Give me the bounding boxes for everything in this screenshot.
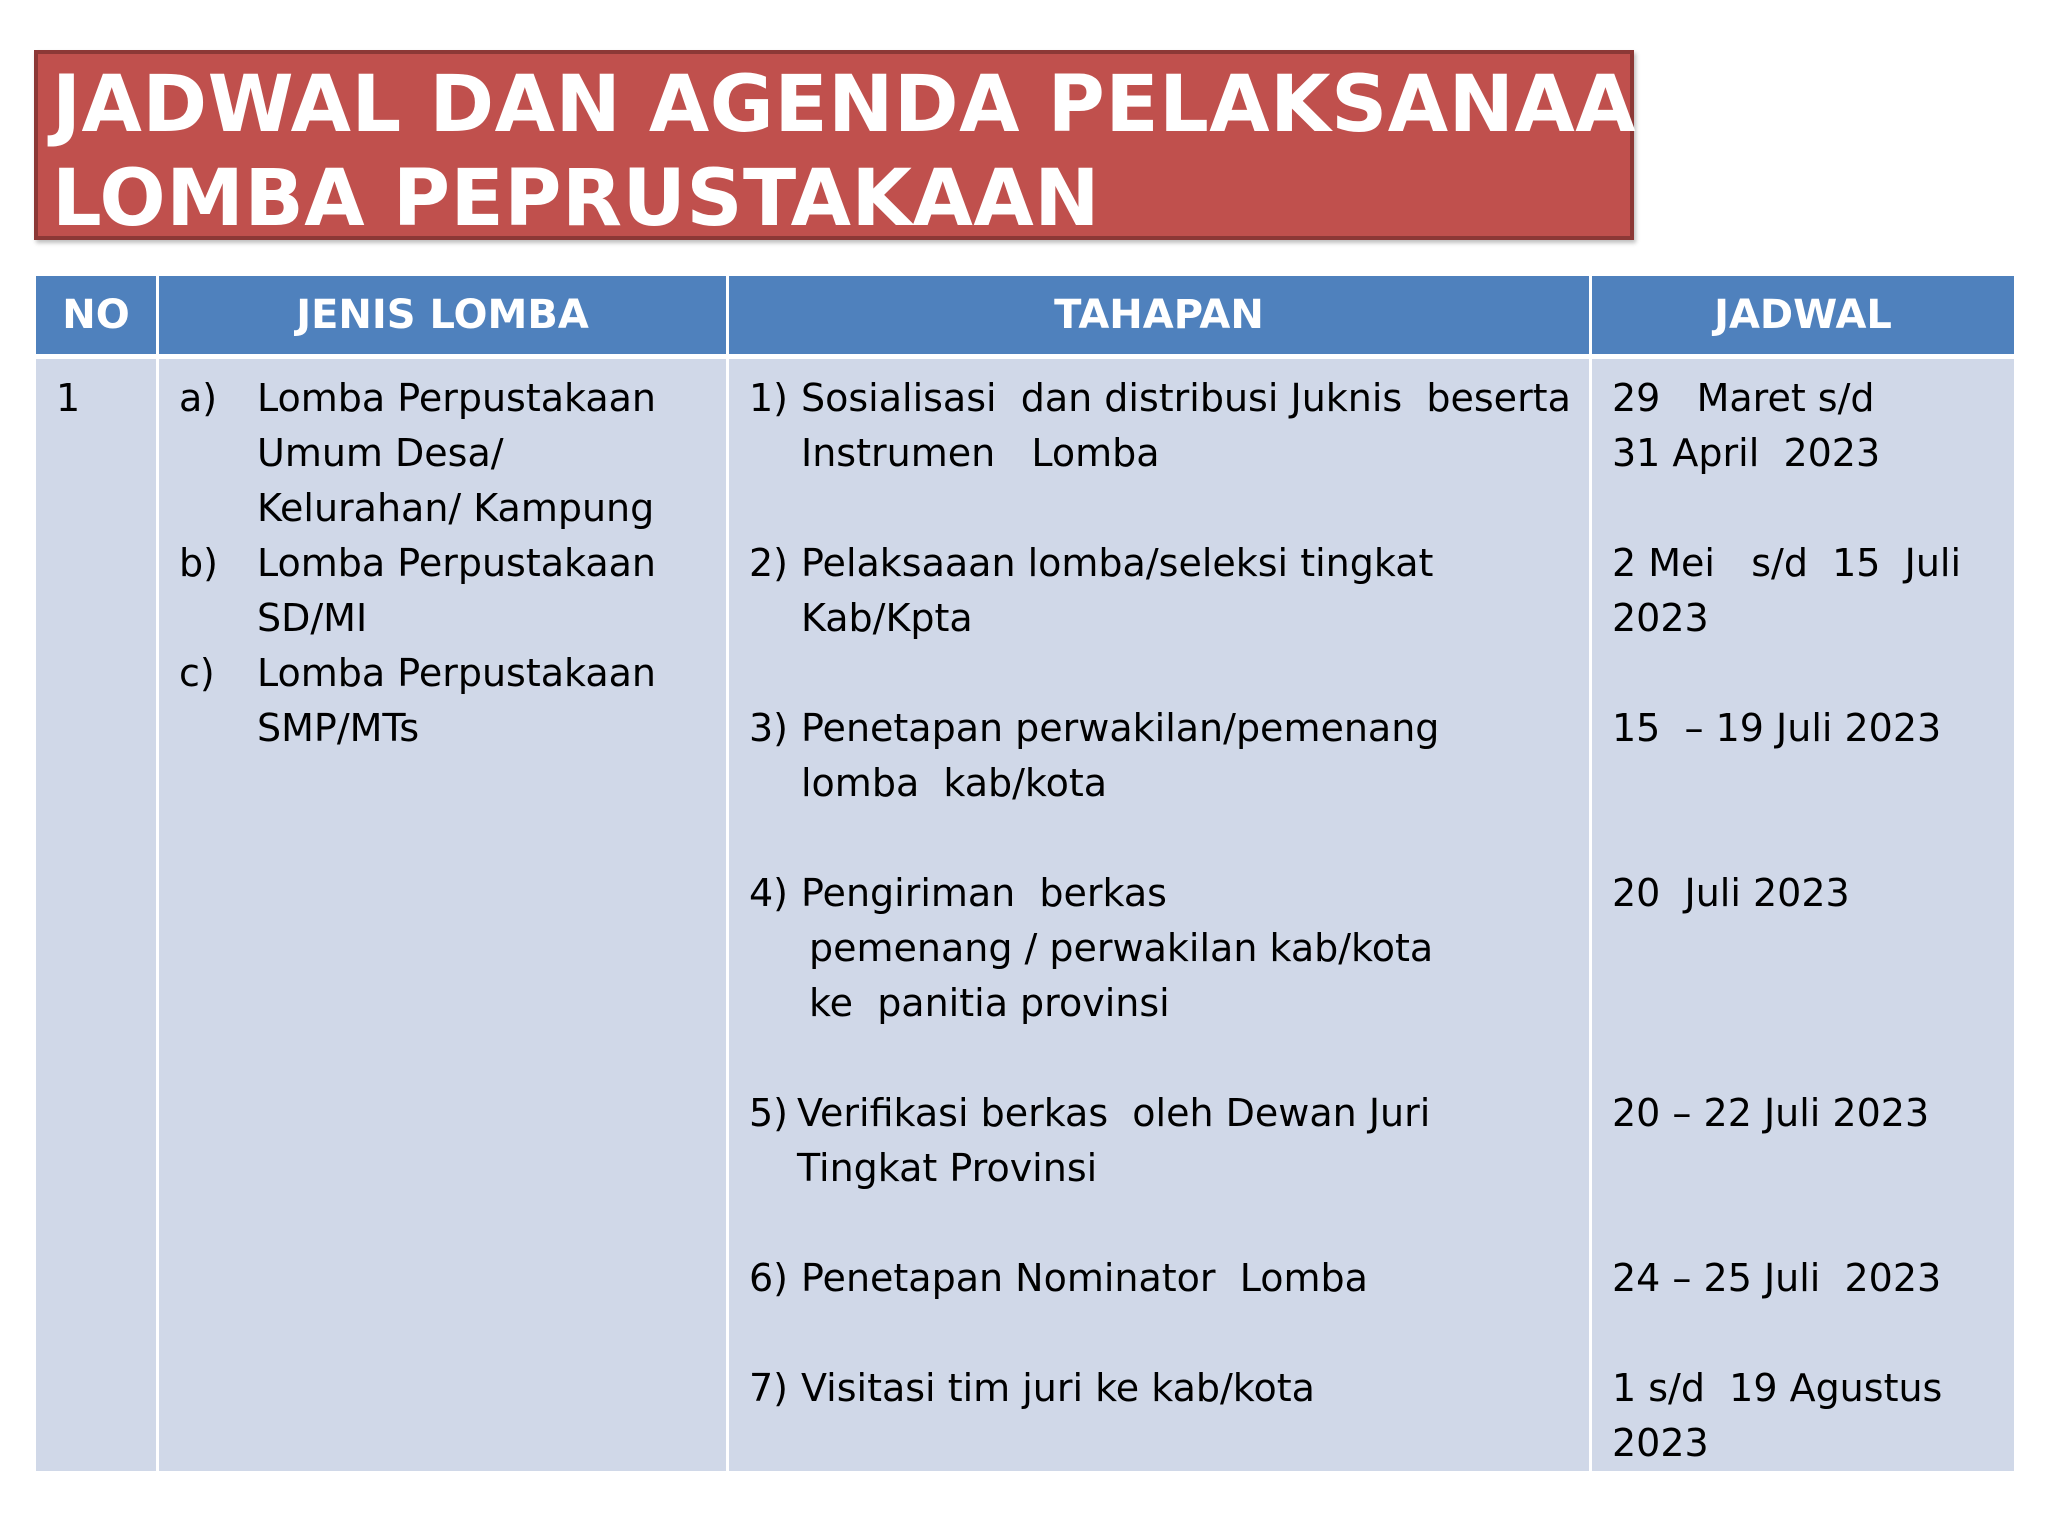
- jenis-text: Kelurahan/ Kampung: [257, 486, 655, 530]
- tahapan-text: Instrumen Lomba: [801, 431, 1160, 475]
- tahapan-text: Visitasi tim juri ke kab/kota: [801, 1366, 1315, 1410]
- tahapan-item-2: [749, 536, 1579, 701]
- tahapan-item-1: [749, 371, 1579, 536]
- jenis-text: Lomba Perpustakaan: [257, 651, 656, 695]
- jadwal-item-1: [1612, 371, 2004, 536]
- jadwal-item-3: [1612, 701, 2004, 866]
- table-header-row: [36, 276, 2014, 359]
- tahapan-text: ke panitia provinsi: [809, 981, 1170, 1025]
- jadwal-text: 1 s/d 19 Agustus: [1612, 1366, 1943, 1410]
- tahapan-text: Kab/Kpta: [801, 596, 973, 640]
- tahapan-item-6: [749, 1251, 1579, 1361]
- tahapan-text: lomba kab/kota: [801, 761, 1108, 805]
- jadwal-text: 24 – 25 Juli 2023: [1612, 1256, 1942, 1300]
- jadwal-text: 20 – 22 Juli 2023: [1612, 1091, 1930, 1135]
- header-jadwal: JADWAL: [1589, 276, 2014, 359]
- title-line-1: JADWAL DAN AGENDA PELAKSANAAN: [52, 60, 1702, 150]
- cell-no: 1: [36, 359, 156, 1471]
- cell-jenis-lomba: [156, 359, 726, 1471]
- jenis-item-a: [179, 371, 726, 536]
- header-jenis-lomba: JENIS LOMBA: [156, 276, 726, 359]
- tahapan-item-5: [749, 1086, 1579, 1251]
- jenis-marker: a): [179, 376, 218, 420]
- jenis-item-c: [179, 646, 726, 756]
- jadwal-item-2: [1612, 536, 2004, 701]
- jadwal-item-6: [1612, 1251, 2004, 1361]
- tahapan-text: Verifikasi berkas oleh Dewan Juri: [797, 1091, 1431, 1135]
- jenis-text: Umum Desa/: [257, 431, 504, 475]
- jadwal-text: 2023: [1612, 596, 1709, 640]
- tahapan-marker: 2): [749, 541, 789, 585]
- jenis-item-b: [179, 536, 726, 646]
- tahapan-item-3: [749, 701, 1579, 866]
- tahapan-text: Sosialisasi dan distribusi Juknis beserta: [801, 376, 1571, 420]
- jadwal-text: 31 April 2023: [1612, 431, 1881, 475]
- jadwal-text: 29 Maret s/d: [1612, 376, 1875, 420]
- jadwal-item-7: [1612, 1361, 2004, 1471]
- tahapan-item-4: [749, 866, 1579, 1086]
- jadwal-item-5: [1612, 1086, 2004, 1251]
- jadwal-text: 20 Juli 2023: [1612, 871, 1850, 915]
- jenis-text: Lomba Perpustakaan: [257, 541, 656, 585]
- jenis-text: Lomba Perpustakaan: [257, 376, 656, 420]
- tahapan-marker: 6): [749, 1256, 789, 1300]
- jenis-marker: c): [179, 651, 215, 695]
- tahapan-marker: 1): [749, 376, 789, 420]
- jenis-marker: b): [179, 541, 218, 585]
- tahapan-text: Pengiriman berkas: [801, 871, 1167, 915]
- tahapan-text: Penetapan Nominator Lomba: [801, 1256, 1368, 1300]
- tahapan-marker: 3): [749, 706, 789, 750]
- cell-jadwal: [1589, 359, 2014, 1471]
- schedule-table: [36, 276, 2014, 1471]
- tahapan-marker: 5): [749, 1091, 789, 1135]
- tahapan-marker: 7): [749, 1366, 789, 1410]
- table-row: [36, 359, 2014, 1471]
- cell-tahapan: [726, 359, 1589, 1471]
- tahapan-text: pemenang / perwakilan kab/kota: [809, 926, 1434, 970]
- title-line-2: LOMBA PEPRUSTAKAAN: [52, 154, 1100, 244]
- jenis-text: SMP/MTs: [257, 706, 420, 750]
- tahapan-marker: 4): [749, 871, 789, 915]
- tahapan-text: Penetapan perwakilan/pemenang: [801, 706, 1440, 750]
- jadwal-text: 2023: [1612, 1421, 1709, 1465]
- header-no: NO: [36, 276, 156, 359]
- header-tahapan: TAHAPAN: [726, 276, 1589, 359]
- jenis-text: SD/MI: [257, 596, 368, 640]
- jadwal-item-4: [1612, 866, 2004, 1086]
- jadwal-text: 2 Mei s/d 15 Juli: [1612, 541, 1962, 585]
- tahapan-text: Tingkat Provinsi: [797, 1146, 1098, 1190]
- tahapan-item-7: [749, 1361, 1579, 1471]
- title-banner: [34, 50, 1702, 244]
- jadwal-text: 15 – 19 Juli 2023: [1612, 706, 1942, 750]
- tahapan-text: Pelaksaaan lomba/seleksi tingkat: [801, 541, 1434, 585]
